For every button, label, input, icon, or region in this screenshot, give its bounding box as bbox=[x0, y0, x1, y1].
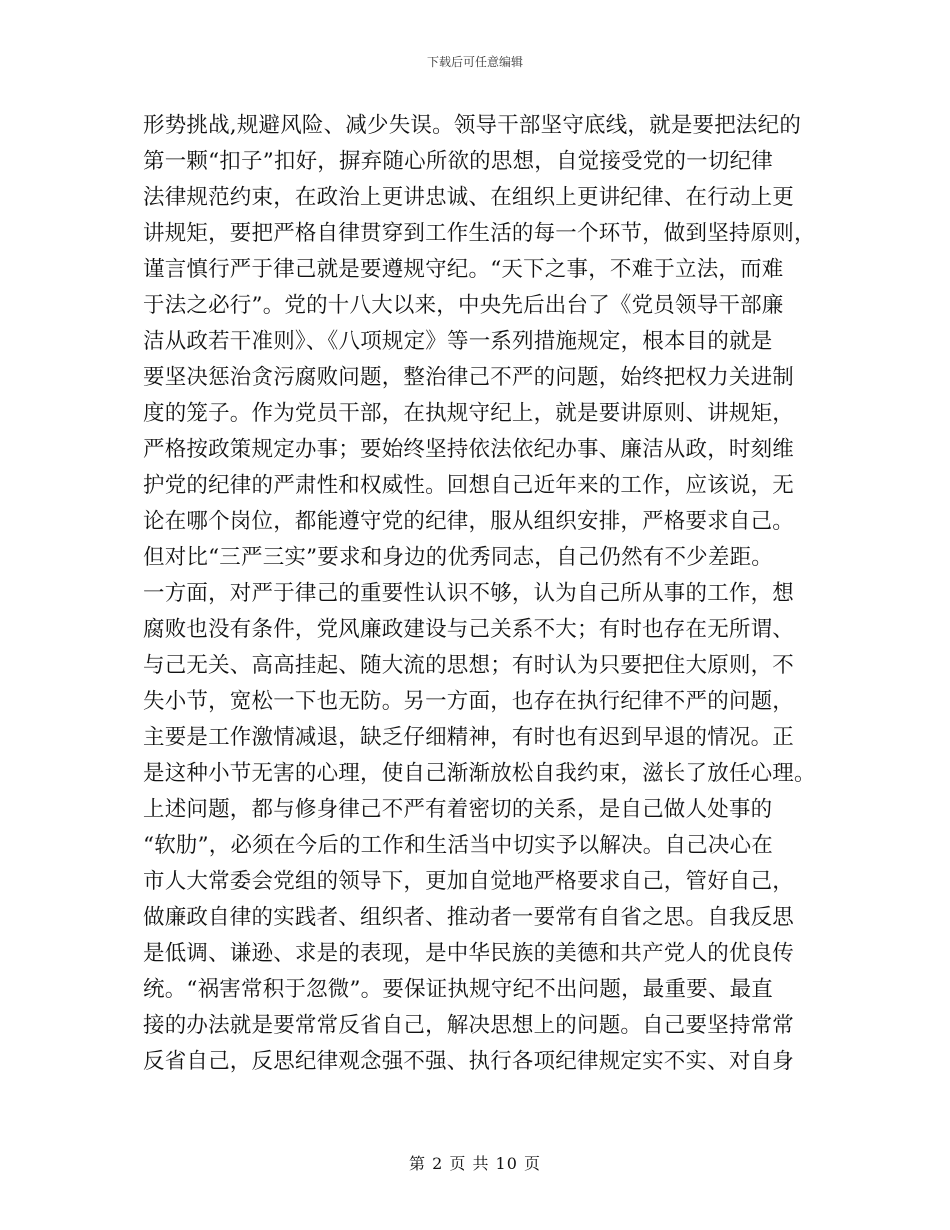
body-line: 腐败也没有条件，党风廉政建设与己关系不大；有时也存在无所谓、 bbox=[143, 617, 795, 642]
body-line: “软肋”，必须在今后的工作和生活当中切实予以解决。自己决心在 bbox=[143, 833, 773, 858]
body-line: 形势挑战,规避风险、减少失误。领导干部坚守底线，就是要把法纪的 bbox=[143, 113, 802, 138]
body-line: 与己无关、高高挂起、随大流的思想；有时认为只要把住大原则，不 bbox=[143, 653, 795, 678]
body-line: 统。“祸害常积于忽微”。要保证执规守纪不出问题，最重要、最直 bbox=[143, 977, 773, 1002]
body-line: 第一颗“扣子”扣好，摒弃随心所欲的思想，自觉接受党的一切纪律 bbox=[143, 149, 773, 174]
body-line: 上述问题，都与修身律己不严有着密切的关系，是自己做人处事的 bbox=[143, 797, 773, 822]
page-number-footer: 第 2 页 共 10 页 bbox=[409, 1154, 541, 1173]
body-line: 度的笼子。作为党员干部，在执规守纪上，就是要讲原则、讲规矩， bbox=[143, 401, 795, 426]
body-line: 法律规范约束，在政治上更讲忠诚、在组织上更讲纪律、在行动上更 bbox=[143, 185, 795, 210]
body-line: 是这种小节无害的心理，使自己渐渐放松自我约束，滋长了放任心理。 bbox=[143, 761, 816, 786]
body-line: 一方面，对严于律己的重要性认识不够，认为自己所从事的工作，想 bbox=[143, 581, 795, 606]
body-line: 谨言慎行严于律己就是要遵规守纪。“天下之事，不难于立法，而难 bbox=[143, 257, 784, 282]
body-line: 失小节，宽松一下也无防。另一方面，也存在执行纪律不严的问题， bbox=[143, 689, 795, 714]
body-line: 论在哪个岗位，都能遵守党的纪律，服从组织安排，严格要求自己。 bbox=[143, 509, 795, 534]
body-line: 但对比“三严三实”要求和身边的优秀同志，自己仍然有不少差距。 bbox=[143, 545, 773, 570]
body-line: 要坚决惩治贪污腐败问题，整治律己不严的问题，始终把权力关进制 bbox=[143, 365, 795, 390]
body-line: 护党的纪律的严肃性和权威性。回想自己近年来的工作，应该说，无 bbox=[143, 473, 795, 498]
body-line: 做廉政自律的实践者、组织者、推动者一要常有自省之思。自我反思 bbox=[143, 905, 795, 930]
body-line: 反省自己，反思纪律观念强不强、执行各项纪律规定实不实、对自身 bbox=[143, 1049, 795, 1074]
body-line: 严格按政策规定办事；要始终坚持依法依纪办事、廉洁从政，时刻维 bbox=[143, 437, 795, 462]
body-line: 于法之必行”。党的十八大以来，中央先后出台了《党员领导干部廉 bbox=[143, 293, 784, 318]
body-line: 接的办法就是要常常反省自己，解决思想上的问题。自己要坚持常常 bbox=[143, 1013, 795, 1038]
body-line: 是低调、谦逊、求是的表现，是中华民族的美德和共产党人的优良传 bbox=[143, 941, 795, 966]
body-line: 洁从政若干准则》、《八项规定》等一系列措施规定，根本目的就是 bbox=[143, 329, 773, 354]
body-line: 主要是工作激情减退，缺乏仔细精神，有时也有迟到早退的情况。正 bbox=[143, 725, 795, 750]
body-line: 市人大常委会党组的领导下，更加自觉地严格要求自己，管好自己， bbox=[143, 869, 795, 894]
body-line: 讲规矩，要把严格自律贯穿到工作生活的每一个环节，做到坚持原则， bbox=[143, 221, 816, 246]
page-header: 下载后可任意编辑 bbox=[426, 55, 523, 69]
